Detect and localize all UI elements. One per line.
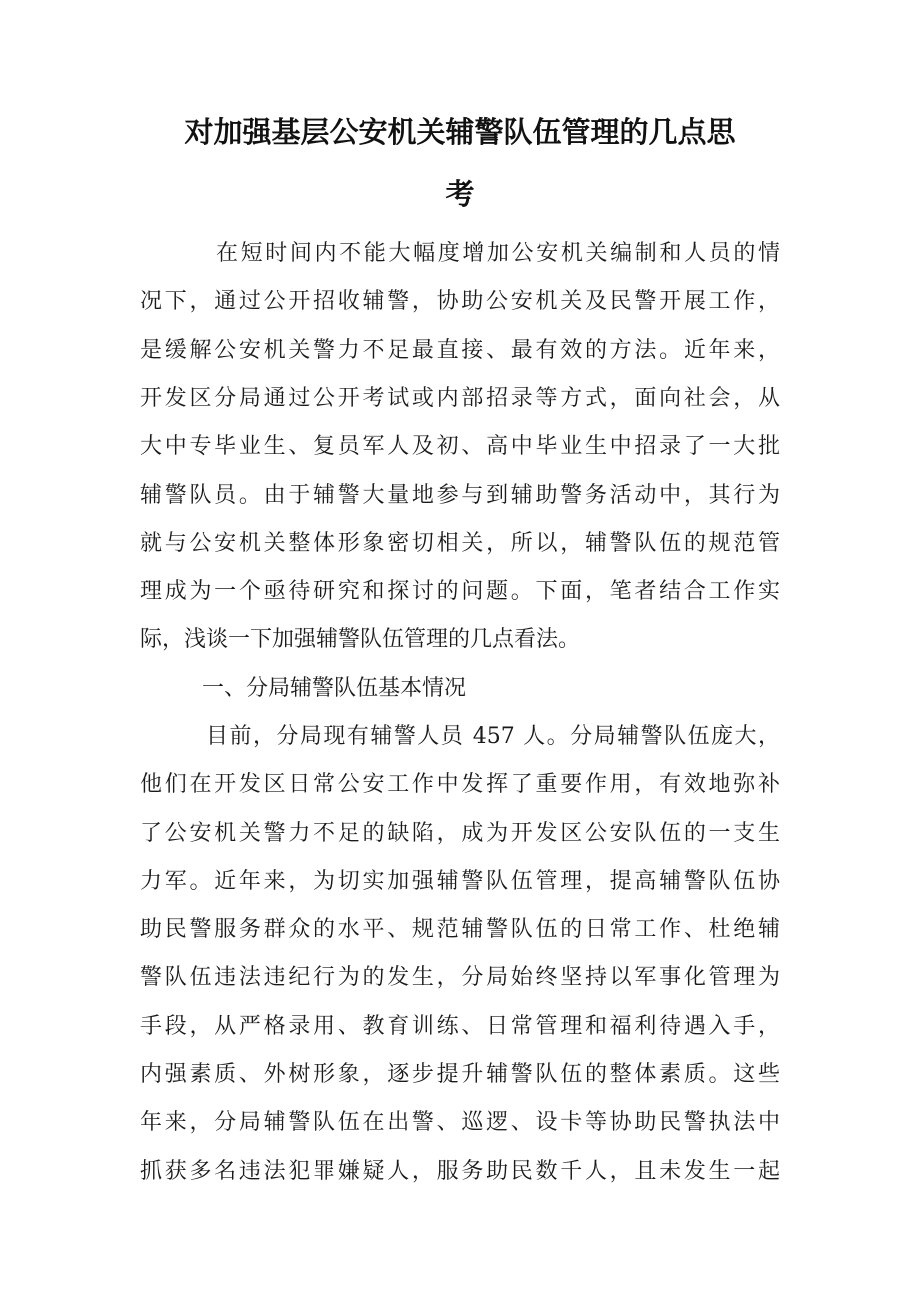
paragraph-1-line-9: 际，浅谈一下加强辅警队伍管理的几点看法。 — [140, 627, 581, 652]
document-title-line-1: 对加强基层公安机关辅警队伍管理的几点思 — [184, 115, 736, 149]
paragraph-1-line-6: 辅警队员。由于辅警大量地参与到辅助警务活动中，其行为 — [140, 483, 780, 508]
paragraph-1-line-3: 是缓解公安机关警力不足最直接、最有效的方法。近年来， — [140, 338, 780, 363]
paragraph-2-line-2: 他们在开发区日常公安工作中发挥了重要作用，有效地弥补 — [140, 772, 780, 797]
paragraph-2-line-9: 年来，分局辅警队伍在出警、巡逻、设卡等协助民警执法中 — [140, 1110, 780, 1135]
paragraph-1-line-7: 就与公安机关整体形象密切相关，所以，辅警队伍的规范管 — [140, 531, 780, 556]
paragraph-1-line-5: 大中专毕业生、复员军人及初、高中毕业生中招录了一大批 — [140, 434, 780, 459]
section-1-heading: 一、分局辅警队伍基本情况 — [202, 676, 467, 701]
paragraph-2-line-8: 内强素质、外树形象，逐步提升辅警队伍的整体素质。这些 — [140, 1062, 780, 1087]
paragraph-2-line-3: 了公安机关警力不足的缺陷，成为开发区公安队伍的一支生 — [140, 821, 780, 846]
paragraph-2-line-4: 力军。近年来，为切实加强辅警队伍管理，提高辅警队伍协 — [140, 869, 780, 894]
paragraph-2-line-5: 助民警服务群众的水平、规范辅警队伍的日常工作、杜绝辅 — [140, 917, 780, 942]
document-title-line-2: 考 — [445, 177, 475, 211]
paragraph-2-line-6: 警队伍违法违纪行为的发生，分局始终坚持以军事化管理为 — [140, 965, 780, 990]
paragraph-1-line-4: 开发区分局通过公开考试或内部招录等方式，面向社会，从 — [140, 386, 780, 411]
paragraph-2-line-7: 手段，从严格录用、教育训练、日常管理和福利待遇入手， — [140, 1014, 780, 1039]
paragraph-1-line-2: 况下，通过公开招收辅警，协助公安机关及民警开展工作， — [140, 289, 780, 314]
paragraph-2-line-1: 目前，分局现有辅警人员 457 人。分局辅警队伍庞大， — [206, 724, 780, 749]
paragraph-1-line-1: 在短时间内不能大幅度增加公安机关编制和人员的情 — [216, 241, 780, 266]
paragraph-2-line-10: 抓获多名违法犯罪嫌疑人，服务助民数千人，且未发生一起 — [140, 1159, 780, 1184]
paragraph-1-line-8: 理成为一个亟待研究和探讨的问题。下面，笔者结合工作实 — [140, 579, 780, 604]
